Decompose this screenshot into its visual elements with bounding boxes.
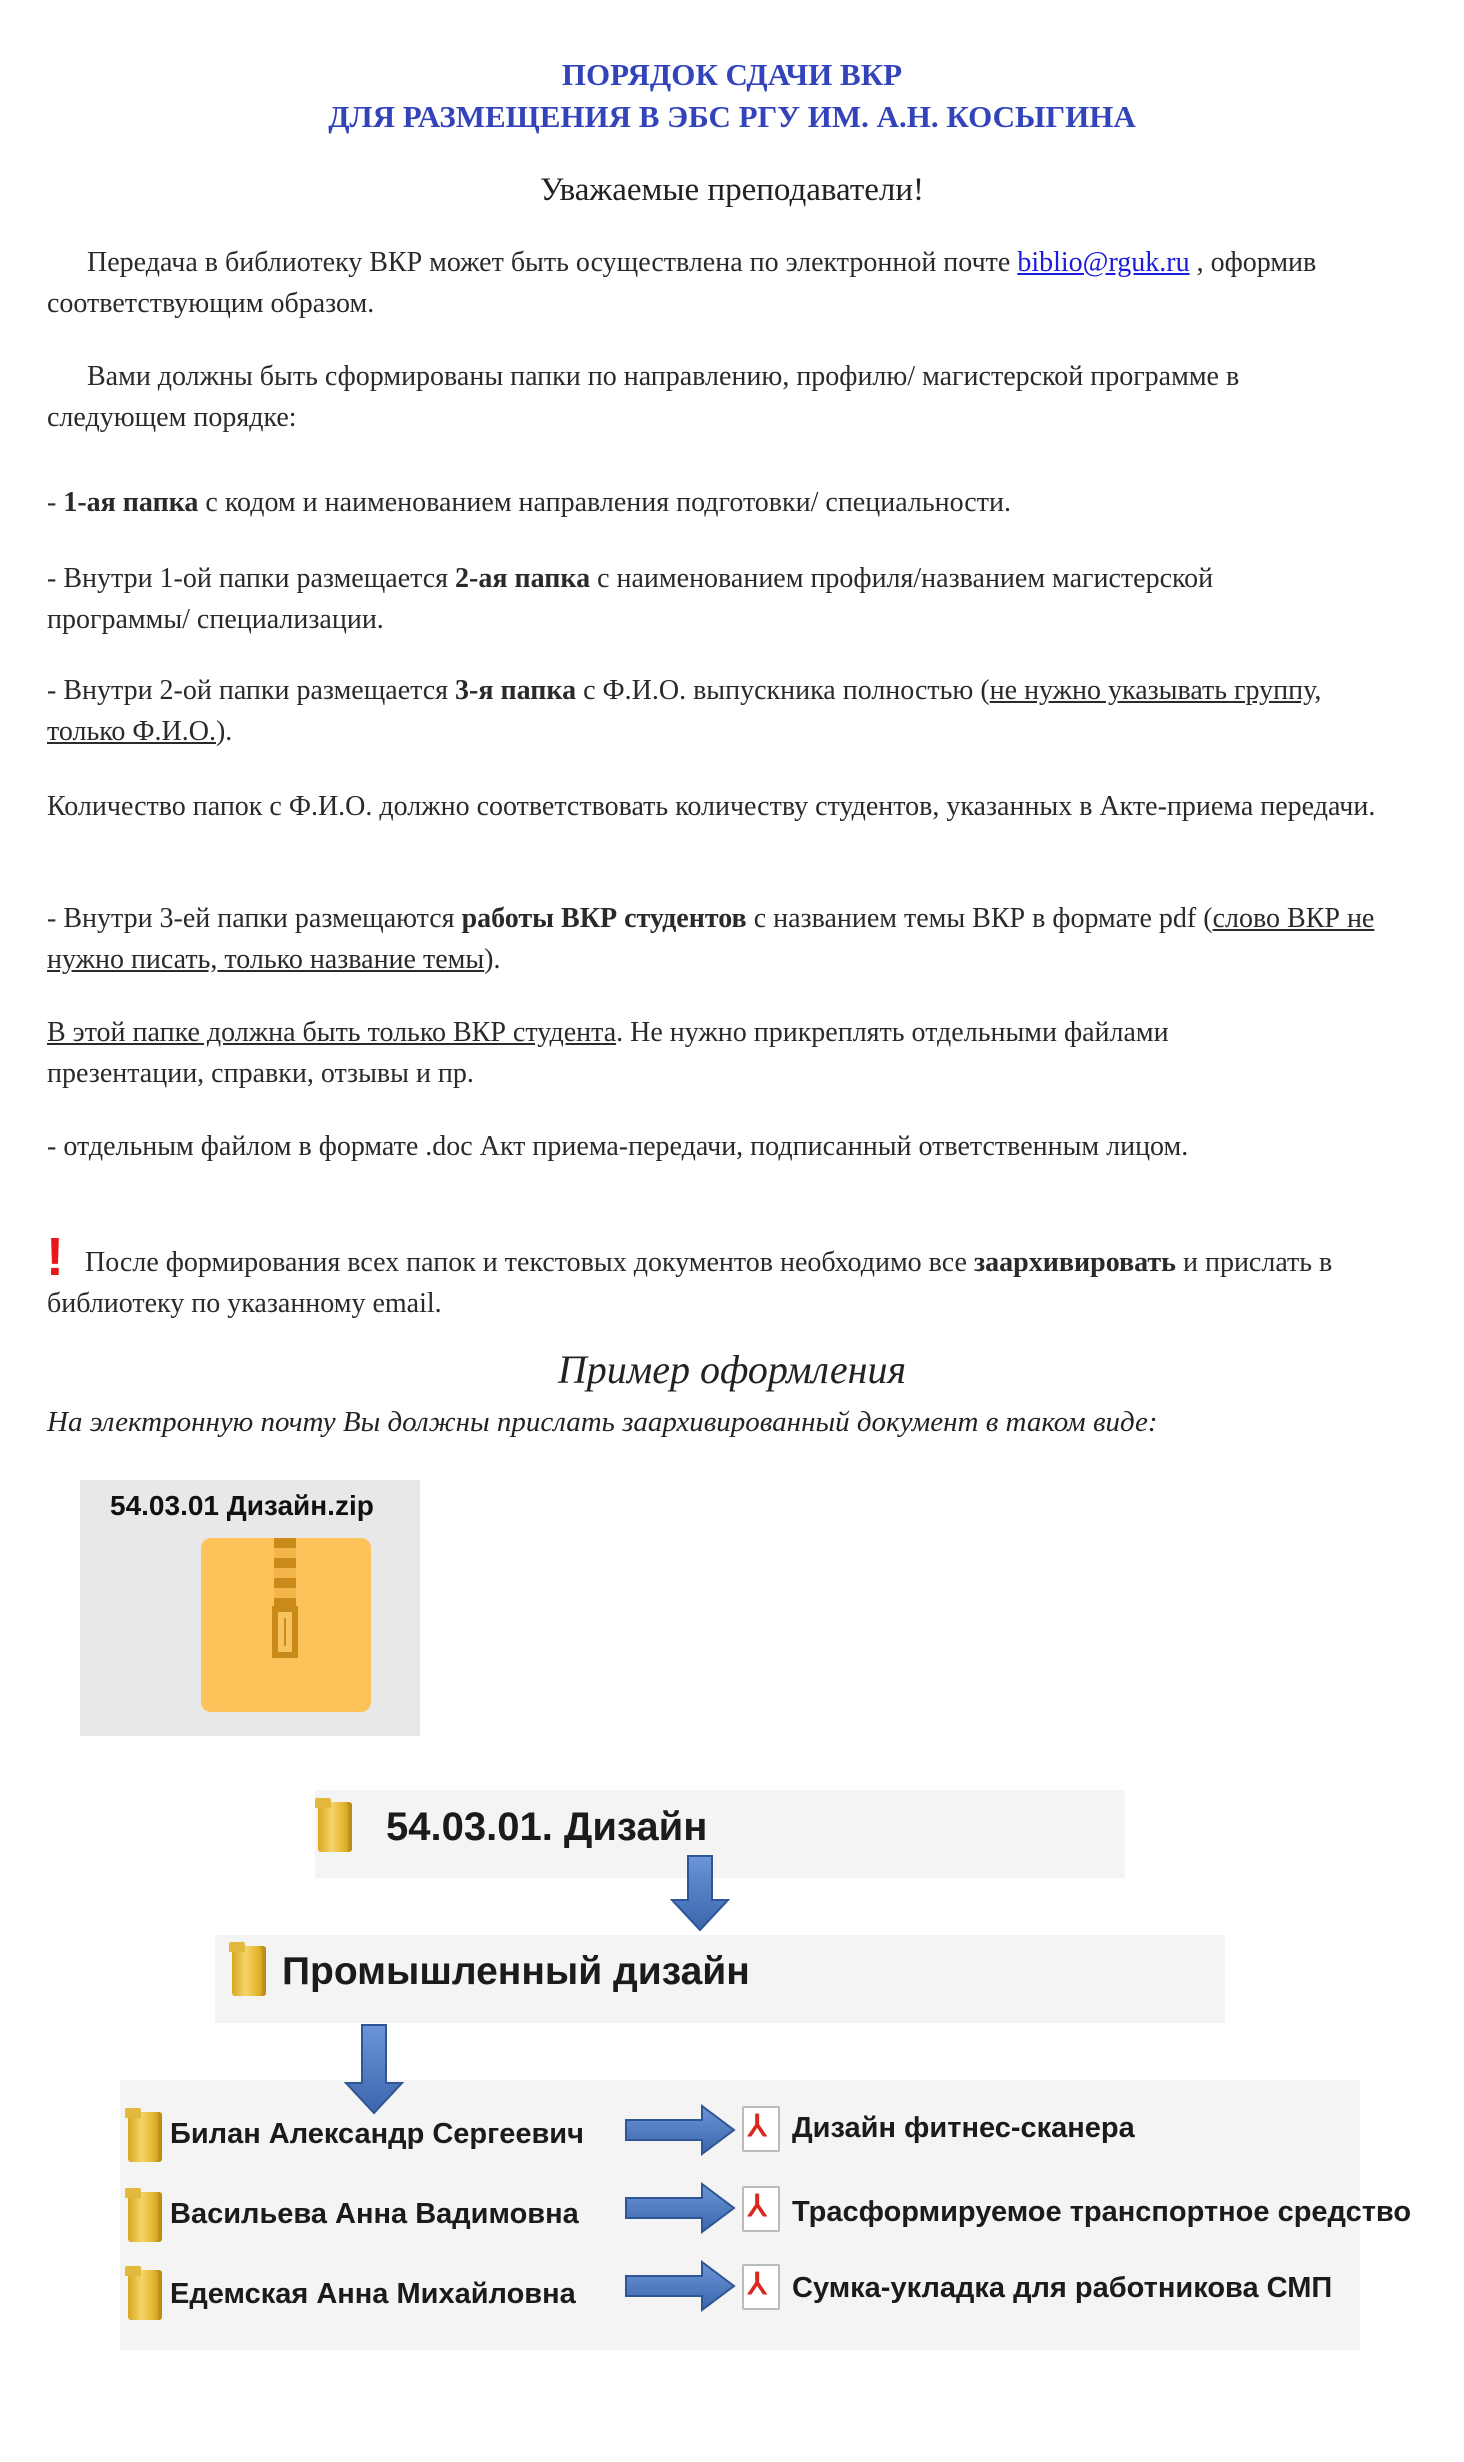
step-4-prefix: - Внутри 3-ей папки размещаются bbox=[47, 903, 462, 934]
step-3-prefix: - Внутри 2-ой папки размещается bbox=[47, 675, 456, 706]
pdf-icon: ⅄ bbox=[742, 2106, 780, 2152]
student-name-3: Едемская Анна Михайловна bbox=[170, 2278, 576, 2310]
step-1-prefix: - bbox=[47, 487, 64, 518]
arrow-down-icon bbox=[672, 1856, 728, 1930]
warning-icon: ! bbox=[46, 1227, 64, 1287]
student-name-1: Билан Александр Сергеевич bbox=[170, 2118, 584, 2150]
pdf-icon: ⅄ bbox=[742, 2264, 780, 2310]
folder-level2-label: Промышленный дизайн bbox=[282, 1950, 750, 1993]
arrow-right-icon bbox=[626, 2184, 734, 2232]
step-3-bold: 3-я папка bbox=[455, 675, 577, 706]
warning-text-before: После формирования всех папок и текстовых документов необходимо все bbox=[85, 1247, 974, 1278]
example-title: Пример оформления bbox=[557, 1347, 907, 1392]
intro-text-before: Передача в библиотеку ВКР может быть осуществлена по электронной почте bbox=[87, 247, 1018, 278]
example-subtitle: На электронную почту Вы должны прислать заархивированный документ в таком виде: bbox=[47, 1406, 1158, 1438]
step-4-mid: с названием темы ВКР в формате pdf ( bbox=[746, 903, 1213, 934]
folders-paragraph: Вами должны быть сформированы папки по направлению, профилю/ магистерской программе в следующем порядке: bbox=[47, 361, 1240, 433]
email-link[interactable]: biblio@rguk.ru bbox=[1017, 247, 1190, 278]
greeting: Уважаемые преподаватели! bbox=[539, 172, 925, 208]
student-name-2: Васильева Анна Вадимовна bbox=[170, 2198, 579, 2230]
step-3-underline: не нужно указывать группу, только Ф.И.О. bbox=[47, 675, 1322, 747]
arrow-right-icon bbox=[626, 2106, 734, 2154]
folder-level1-label: 54.03.01. Дизайн bbox=[386, 1805, 708, 1849]
arrow-right-icon bbox=[626, 2262, 734, 2310]
doc-note: - отдельным файлом в формате .doc Акт приема-передачи, подписанный ответственным лицом. bbox=[47, 1131, 1189, 1162]
intro-text-after: , оформив соответствующим образом. bbox=[47, 247, 1317, 319]
count-note: Количество папок с Ф.И.О. должно соответствовать количеству студентов, указанных в Акте-приема передачи. bbox=[47, 791, 1376, 822]
step-2-rest: с наименованием профиля/названием магистерской программы/ специализации. bbox=[47, 563, 1214, 635]
student-file-2: Трасформируемое транспортное средство bbox=[792, 2196, 1412, 2228]
step-4-underline: слово ВКР не нужно писать, только название темы bbox=[47, 903, 1375, 975]
step-1-bold: 1-ая папка bbox=[63, 487, 199, 518]
step-4-bold: работы ВКР студентов bbox=[461, 903, 747, 934]
step-1-rest: с кодом и наименованием направления подготовки/ специальности. bbox=[198, 487, 1011, 518]
only-vkr-rest: . Не нужно прикреплять отдельными файлами презентации, справки, отзывы и пр. bbox=[47, 1017, 1169, 1089]
step-2-bold: 2-ая папка bbox=[455, 563, 591, 594]
page-title-line1: ПОРЯДОК СДАЧИ ВКР bbox=[561, 57, 903, 92]
student-file-1: Дизайн фитнес-сканера bbox=[792, 2112, 1135, 2144]
warning-text-after: и прислать в библиотеку по указанному email. bbox=[47, 1247, 1333, 1319]
step-4-end: ). bbox=[484, 944, 501, 975]
step-2-prefix: - Внутри 1-ой папки размещается bbox=[47, 563, 456, 594]
pdf-icon: ⅄ bbox=[742, 2186, 780, 2232]
zip-file-label: 54.03.01 Дизайн.zip bbox=[110, 1490, 374, 1521]
warning-text-bold: заархивировать bbox=[973, 1247, 1176, 1278]
only-vkr-underline: В этой папке должна быть только ВКР студента bbox=[47, 1017, 617, 1048]
page-title-line2: ДЛЯ РАЗМЕЩЕНИЯ В ЭБС РГУ ИМ. А.Н. КОСЫГИНА bbox=[328, 99, 1136, 134]
student-file-3: Сумка-укладка для работникова СМП bbox=[792, 2272, 1333, 2304]
arrow-down-icon bbox=[346, 2025, 402, 2113]
step-3-mid: с Ф.И.О. выпускника полностью ( bbox=[576, 675, 990, 706]
step-3-end: ). bbox=[215, 716, 233, 747]
